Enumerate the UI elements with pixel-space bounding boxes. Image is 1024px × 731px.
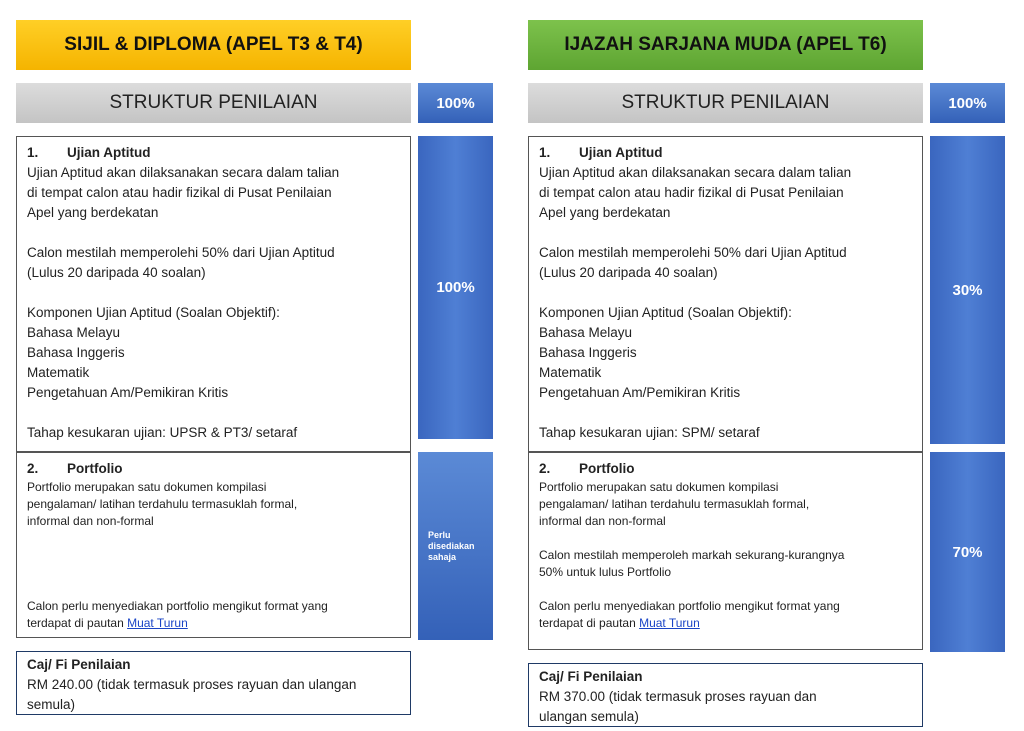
spacer [27, 403, 400, 423]
text-line: 50% untuk lulus Portfolio [539, 565, 672, 579]
right-portfolio-pct [930, 452, 1005, 652]
right-aptitude-text [539, 163, 912, 443]
text-line: Bahasa Inggeris [27, 345, 125, 360]
text-line: Calon mestilah memperolehi 50% dari Ujian Aptitud [539, 245, 847, 260]
text-line: Matematik [539, 365, 602, 380]
spacer [27, 564, 400, 581]
left-banner [16, 20, 411, 70]
text-line: Pengetahuan Am/Pemikiran Kritis [27, 385, 229, 400]
left-banner-text: SIJIL & DIPLOMA (APEL T3 & T4) [64, 34, 363, 55]
left-aptitude-pct [418, 136, 493, 439]
text-line: Pengetahuan Am/Pemikiran Kritis [539, 385, 741, 400]
spacer [27, 547, 400, 564]
right-fee-box [528, 663, 923, 727]
spacer [539, 223, 912, 243]
right-struct-title [528, 83, 923, 123]
right-portfolio-link-prefix: terdapat di pautan [539, 616, 640, 630]
right-portfolio-title: Portfolio [579, 461, 635, 476]
right-fee-line-2: ulangan semula) [539, 709, 639, 724]
right-aptitude-num: 1. [539, 145, 551, 160]
right-aptitude-pct [930, 136, 1005, 444]
right-fee-title: Caj/ Fi Penilaian [539, 669, 643, 684]
text-line: Ujian Aptitud akan dilaksanakan secara dalam talian [539, 165, 852, 180]
left-portfolio-heading [27, 459, 400, 479]
left-portfolio-text [27, 479, 400, 615]
right-banner [528, 20, 923, 70]
right-struct-title-text: STRUKTUR PENILAIAN [621, 92, 830, 113]
text-line: di tempat calon atau hadir fizikal di Pusat Penilaian [27, 185, 332, 200]
right-aptitude-pct-text: 30% [952, 281, 983, 299]
right-total-pct [930, 83, 1005, 123]
text-line: Matematik [27, 365, 90, 380]
left-aptitude-pct-text: 100% [436, 279, 475, 296]
text-line: di tempat calon atau hadir fizikal di Pusat Penilaian [539, 185, 844, 200]
text-line: Tahap kesukaran ujian: SPM/ setaraf [539, 425, 760, 440]
text-line: Ujian Aptitud akan dilaksanakan secara dalam talian [27, 165, 340, 180]
text-line: Calon perlu menyediakan portfolio mengikut format yang [539, 599, 840, 613]
text-line: pengalaman/ latihan terdahulu termasuklah formal, [539, 497, 810, 511]
left-struct-title-text: STRUKTUR PENILAIAN [109, 92, 318, 113]
right-portfolio-heading [539, 459, 912, 479]
right-portfolio-box [528, 452, 923, 650]
left-portfolio-pct-line-3: sahaja [428, 551, 457, 562]
text-line: Bahasa Melayu [539, 325, 633, 340]
text-line: Calon mestilah memperolehi 50% dari Ujian Aptitud [27, 245, 335, 260]
right-portfolio-text [539, 479, 912, 615]
spacer [27, 283, 400, 303]
left-aptitude-box [16, 136, 411, 452]
right-total-pct-text: 100% [948, 94, 987, 112]
right-aptitude-heading [539, 143, 912, 163]
text-line: Apel yang berdekatan [27, 205, 159, 220]
text-line: Portfolio merupakan satu dokumen kompilasi [539, 480, 779, 494]
left-portfolio-link-prefix: terdapat di pautan [27, 616, 128, 630]
spacer [27, 581, 400, 598]
left-portfolio-pct [418, 452, 493, 640]
text-line: informal dan non-formal [27, 514, 154, 528]
left-portfolio-box [16, 452, 411, 638]
left-total-pct-text: 100% [436, 94, 475, 112]
text-line: Komponen Ujian Aptitud (Soalan Objektif): [27, 305, 280, 320]
text-line: Portfolio merupakan satu dokumen kompilasi [27, 480, 267, 494]
left-fee-line-1: RM 240.00 (tidak termasuk proses rayuan dan ulangan [27, 677, 357, 692]
text-line: Calon perlu menyediakan portfolio mengikut format yang [27, 599, 328, 613]
left-aptitude-heading [27, 143, 400, 163]
left-fee-title: Caj/ Fi Penilaian [27, 657, 131, 672]
right-download-link[interactable]: Muat Turun [639, 616, 700, 630]
text-line: (Lulus 20 daripada 40 soalan) [27, 265, 206, 280]
left-portfolio-link-line [27, 615, 400, 632]
text-line: informal dan non-formal [539, 514, 666, 528]
left-portfolio-title: Portfolio [67, 461, 123, 476]
text-line: (Lulus 20 daripada 40 soalan) [539, 265, 718, 280]
right-aptitude-box [528, 136, 923, 452]
text-line: pengalaman/ latihan terdahulu termasuklah formal, [27, 497, 298, 511]
spacer [27, 223, 400, 243]
text-line: Tahap kesukaran ujian: UPSR & PT3/ setaraf [27, 425, 298, 440]
left-fee-box [16, 651, 411, 715]
spacer [539, 403, 912, 423]
left-fee-line-2: semula) [27, 697, 76, 712]
text-line: Bahasa Melayu [27, 325, 121, 340]
spacer [539, 530, 912, 547]
left-total-pct [418, 83, 493, 123]
text-line: Bahasa Inggeris [539, 345, 637, 360]
right-aptitude-title: Ujian Aptitud [579, 145, 663, 160]
right-portfolio-pct-text: 70% [952, 543, 983, 561]
left-portfolio-num: 2. [27, 461, 39, 476]
spacer [539, 581, 912, 598]
right-portfolio-num: 2. [539, 461, 551, 476]
left-portfolio-pct-line-1: Perlu [428, 529, 451, 540]
text-line: Calon mestilah memperoleh markah sekurang-kurangnya [539, 548, 845, 562]
left-aptitude-title: Ujian Aptitud [67, 145, 151, 160]
left-aptitude-num: 1. [27, 145, 39, 160]
left-aptitude-text [27, 163, 400, 443]
spacer [27, 530, 400, 547]
text-line: Komponen Ujian Aptitud (Soalan Objektif): [539, 305, 792, 320]
right-fee-line-1: RM 370.00 (tidak termasuk proses rayuan dan [539, 689, 817, 704]
text-line: Apel yang berdekatan [539, 205, 671, 220]
left-portfolio-pct-line-2: disediakan [428, 540, 475, 551]
spacer [539, 283, 912, 303]
right-banner-text: IJAZAH SARJANA MUDA (APEL T6) [564, 34, 887, 55]
left-download-link[interactable]: Muat Turun [127, 616, 188, 630]
left-struct-title [16, 83, 411, 123]
right-portfolio-link-line [539, 615, 912, 632]
